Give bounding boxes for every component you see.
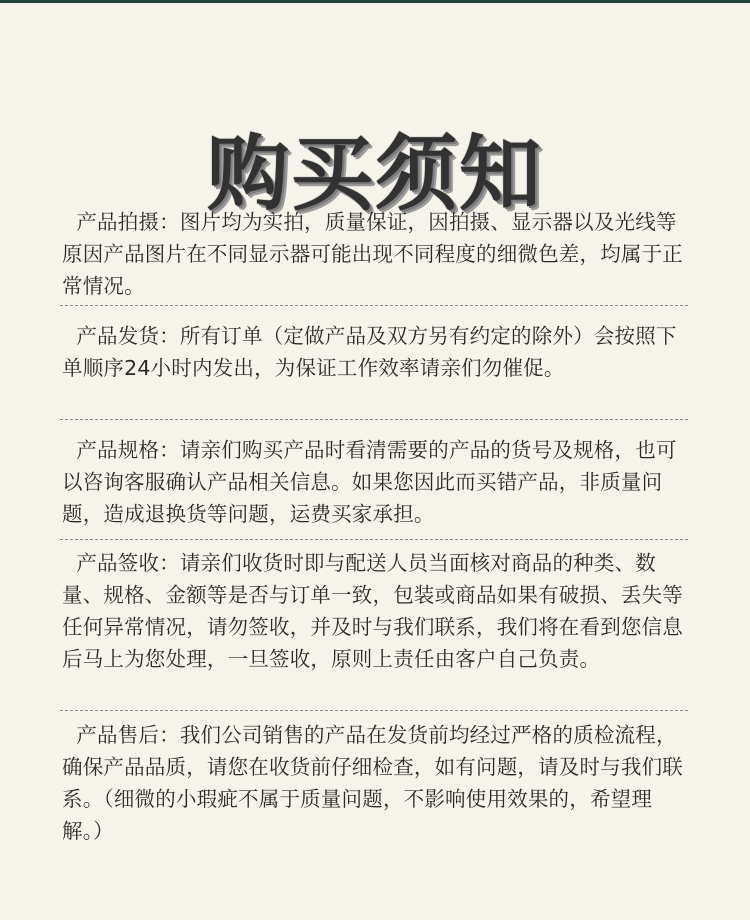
page-title: 购买须知 <box>206 125 543 222</box>
notice-product-photos: 产品拍摄：图片均为实拍，质量保证，因拍摄、显示器以及光线等原因产品图片在不同显示器可能出现不同程度的细微色差，均属于正常情况。 <box>62 210 683 298</box>
notice-specifications: 产品规格：请亲们购买产品时看清需要的产品的货号及规格，也可以咨询客服确认产品相关信息。如果您因此而买错产品，非质量问题，造成退换货等问题，运费买家承担。 <box>62 438 677 526</box>
section-divider <box>60 419 688 420</box>
notice-after-sales: 产品售后：我们公司销售的产品在发货前均经过严格的质检流程，确保产品品质，请您在收货前仔细检查，如有问题，请及时与我们联系。（细微的小瑕疵不属于质量问题，不影响使用效果的，希望理解。） <box>62 723 683 843</box>
notice-shipping: 产品发货：所有订单（定做产品及双方另有约定的除外）会按照下单顺序24小时内发出，为保证工作效率请亲们勿催促。 <box>62 324 677 380</box>
notice-delivery-receipt: 产品签收：请亲们收货时即与配送人员当面核对商品的种类、数量、规格、金额等是否与订单一致，包装或商品如果有破损、丢失等任何异常情况，请勿签收，并及时与我们联系，我们将在看到您信息后马上为您处理，一旦签收，原则上责任由客户自己负责。 <box>62 551 683 671</box>
top-border <box>0 0 750 3</box>
section-divider <box>60 539 688 540</box>
section-divider <box>60 710 688 711</box>
section-divider <box>60 305 688 306</box>
